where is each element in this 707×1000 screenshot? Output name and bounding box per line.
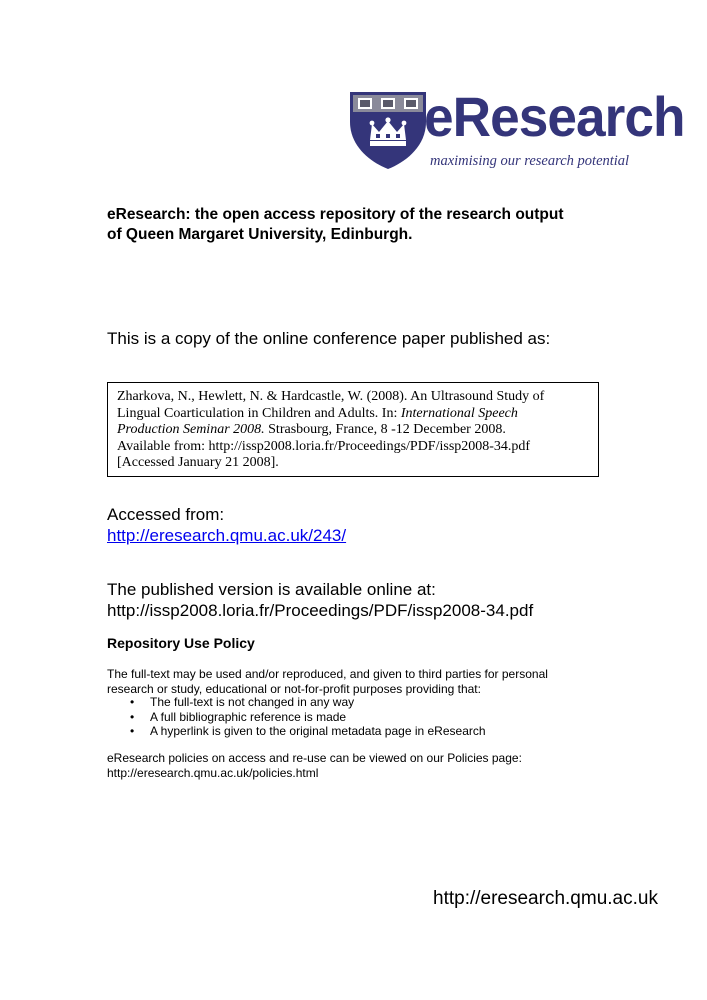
policy-text-line-1: The full-text may be used and/or reproduced, and given to third parties for personal [107,667,548,681]
published-url: http://issp2008.loria.fr/Proceedings/PDF/issp2008-34.pdf [107,601,534,620]
citation-line-4: Available from: http://issp2008.loria.fr/Proceedings/PDF/issp2008-34.pdf [117,438,531,454]
heading-line-2: of Queen Margaret University, Edinburgh. [107,226,413,243]
heading-line-1: eResearch: the open access repository of the research output [107,206,564,223]
footer-url: http://eresearch.qmu.ac.uk [433,888,658,909]
citation-line-1: Zharkova, N., Hewlett, N. & Hardcastle, W. (2008). An Ultrasound Study of [117,389,545,404]
policy-footer [107,751,587,780]
citation-line-5: [Accessed January 21 2008]. [117,455,279,470]
list-item: • The full-text is not changed in any way [130,695,486,710]
policy-text-line-2: research or study, educational or not-for-profit purposes providing that: [107,681,481,696]
citation-line-2-text: Lingual Coarticulation in Children and Adults. In: [117,405,401,421]
policy-conditions-list [130,695,486,739]
logo-wordmark: eResearch [424,85,685,148]
policy-text [107,667,587,696]
policy-title: Repository Use Policy [107,635,255,651]
policy-footer-line-1: eResearch policies on access and re-use can be viewed on our Policies page: [107,751,522,765]
citation-line-2 [117,406,589,423]
accessed-link[interactable]: http://eresearch.qmu.ac.uk/243/ [107,526,347,545]
citation-conference-title: International Speech [400,405,518,421]
accessed-section [107,504,346,546]
policy-footer-url: http://eresearch.qmu.ac.uk/policies.html [107,765,319,780]
published-label: The published version is available online at: [107,580,436,599]
logo-tagline: maximising our research potential [430,153,630,169]
published-section [107,579,533,621]
list-item: • A hyperlink is given to the original metadata page in eResearch [130,724,486,739]
shield-crest-icon [348,88,428,170]
accessed-label: Accessed from: [107,505,225,524]
citation-box [107,382,599,477]
citation-conference-title-cont: Production Seminar 2008. [117,422,265,437]
eresearch-logo [348,85,685,170]
intro-text: This is a copy of the online conference paper published as: [107,329,551,348]
list-item: • A full bibliographic reference is made [130,710,486,725]
citation-line-3 [117,422,589,439]
repository-heading [107,205,627,245]
citation-line-3-text: Strasbourg, France, 8 -12 December 2008. [264,422,506,437]
